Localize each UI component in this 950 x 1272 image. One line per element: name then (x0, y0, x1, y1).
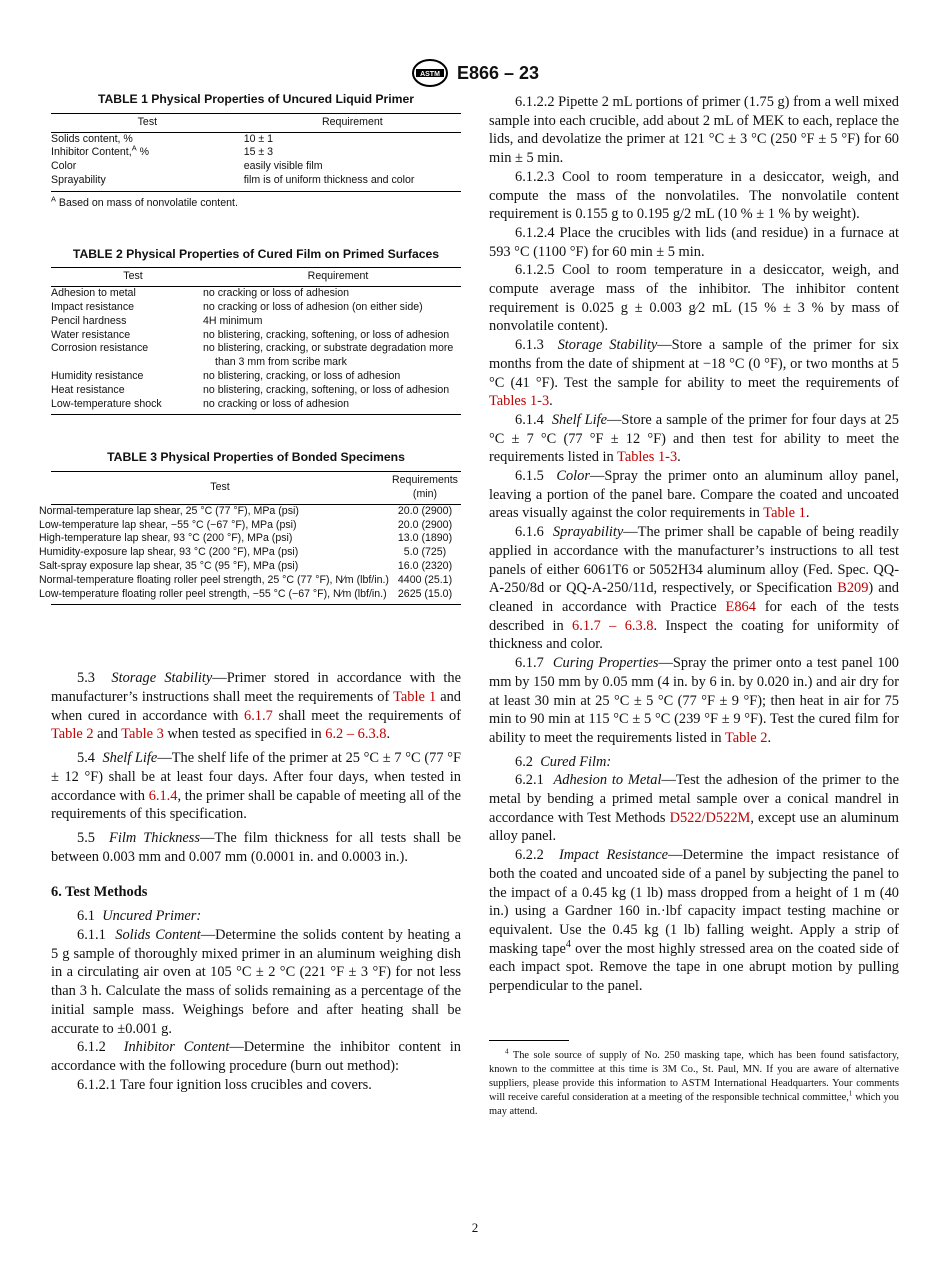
table-row (51, 560, 461, 574)
table-cell: 4400 (25.1) (397, 573, 453, 586)
table-cell: Normal-temperature floating roller peel strength, 25 °C (77 °F), N⁄m (lbf/in.) (39, 573, 389, 586)
table-row (51, 384, 461, 398)
table-cell: no blistering, cracking, softening, or loss of adhesion (203, 383, 450, 396)
table-cell: High-temperature lap shear, 93 °C (200 °F), MPa (psi) (39, 532, 293, 545)
table-cell: 16.0 (2320) (397, 559, 453, 572)
link-table-3[interactable]: Table 3 (121, 726, 164, 743)
table-1-footnote: $^A$ Based on mass of nonvolatile content. (51, 194, 238, 209)
footnote-ref: 4 (565, 938, 571, 950)
table-cell: no blistering, cracking, or substrate degradation more than 3 mm from scribe mark (203, 342, 454, 369)
section-6-1-2-2: 6.1.2.2 Pipette 2 mL portions of primer (1.75 g) from a well mixed sample into each crucible, add about 2 mL of MEK to each, replace the lids, and devolatize the primer at 121 °C ± 3 °C (250 °F ± 5 °F) for 60 min ± 5 min. (489, 94, 899, 167)
section-6-1-2: 6.1.2 Inhibitor Content—Determine the inhibitor content in accordance with the following procedure (burn out method): (51, 1039, 461, 1074)
table-cell: no blistering, cracking, or loss of adhesion (203, 369, 401, 382)
table-row (51, 174, 461, 191)
link-6-1-7-to-6-3-8[interactable]: 6.1.7 – 6.3.8 (572, 617, 654, 634)
page-header (0, 58, 950, 88)
table-cell: no cracking or loss of adhesion (215, 398, 461, 415)
logo-text: ASTM (420, 71, 440, 78)
right-column (489, 93, 899, 1119)
left-column (39, 92, 461, 1094)
section-6-1-5: 6.1.5 Color—Spray the primer onto an aluminum alloy panel, leaving a portion of the panel bare. Compare the coated and uncoated areas visually against the color requirements in Table 1. (489, 468, 899, 522)
section-6-1-2-4: 6.1.2.4 Place the crucibles with lids (and residue) in a furnace at 593 °C (1100 °F) for 60 min ± 5 min. (489, 224, 899, 260)
section-6-1-2-5: 6.1.2.5 Cool to room temperature in a desiccator, weigh, and compute average mass of the inhibitor. The inhibitor content requirement is 0.025 g ± 0.003 g⁄2 mL (15 % ± 3 % by mass of nonvolatile content). (489, 262, 899, 335)
table-row (51, 146, 461, 160)
table-row (51, 160, 461, 174)
link-e864[interactable]: E864 (725, 598, 756, 615)
table-row (51, 132, 461, 146)
table-cell: Salt-spray exposure lap shear, 35 °C (95 °F), MPa (psi) (39, 559, 299, 572)
table-cell: Low-temperature lap shear, −55 °C (−67 °F), MPa (psi) (39, 518, 297, 531)
section-5-4: 5.4 Shelf Life—The shelf life of the primer at 25 °C ± 7 °C (77 °F ± 12 °F) shall be at least four days. After four days, when tested in accordance with 6.1.4, the primer shall be capable of meeting all of the requirements of this specification. (51, 750, 461, 823)
table-1-header-requirement: Requirement (244, 113, 461, 132)
section-6-2: 6.2 Cured Film: (515, 753, 612, 770)
table-row (51, 588, 461, 605)
table-2 (51, 248, 461, 416)
section-5-5: 5.5 Film Thickness—The film thickness for all tests shall be between 0.003 mm and 0.007 mm (0.0001 in. and 0.0003 in.). (51, 829, 461, 865)
table-3 (39, 450, 461, 605)
table-2-header-test: Test (51, 268, 215, 287)
table-1-header-test: Test (51, 113, 244, 132)
table-1 (51, 93, 461, 211)
section-6-1-6: 6.1.6 Sprayability—The primer shall be capable of being readily applied in accordance with the manufacturer’s instructions to all test panels of either 6061T6 or 5052H34 aluminum alloy (Fed. Spec. QQ-A-250/8d or QQ-A-250/11d, respectively, or Specification B209) and cleaned in accordance with Practice E864 for each of the tests described in 6.1.7 – 6.3.8. Inspect the coating for uniformity of thickness and color. (489, 524, 900, 653)
table-row (51, 504, 461, 518)
table-row (51, 398, 461, 415)
table-cell: Impact resistance (51, 300, 135, 313)
link-tables-1-3[interactable]: Tables 1-3 (489, 393, 550, 410)
table-cell: 13.0 (1890) (397, 532, 453, 545)
table-2-header-requirement: Requirement (215, 268, 461, 287)
table-cell: no cracking or loss of adhesion (203, 287, 350, 300)
table-cell: 15 ± 3 (243, 146, 274, 159)
section-6-2-1: 6.2.1 Adhesion to Metal—Test the adhesion of the primer to the metal by bending a primed metal sample over a conical mandrel in accordance with Test Methods D522/D522M, except use an aluminum alloy panel. (489, 772, 900, 845)
table-cell: Low-temperature shock (51, 398, 215, 415)
link-b209[interactable]: B209 (837, 580, 869, 597)
table-cell: Inhibitor Content,$^A$ % (51, 143, 150, 159)
section-6-1: 6.1 Uncured Primer: (77, 908, 202, 925)
section-5-3: 5.3 Storage Stability—Primer stored in accordance with the manufacturer’s instructions shall meet the requirements of Table 1 and when cured in accordance with 6.1.7 shall meet the requirements of Table 2 and Table 3 when tested as specified in 6.2 – 6.3.8. (51, 670, 461, 743)
table-row (51, 546, 461, 560)
section-6-1-2-3: 6.1.2.3 Cool to room temperature in a desiccator, weigh, and compute the mass of the nonvolatiles. The nonvolatile content requirement is 0.155 g to 0.195 g/2 mL (10 % ± 1 % by weight). (489, 168, 899, 223)
table-3-header-requirements: Requirements (min) (389, 472, 461, 505)
table-cell: film is of uniform thickness and color (244, 174, 461, 191)
page-number: 2 (471, 1220, 479, 1235)
document-number: E866 – 23 (456, 62, 540, 83)
table-cell: Water resistance (51, 328, 131, 341)
link-table-1[interactable]: Table 1 (393, 689, 437, 706)
section-6-1-2-1: 6.1.2.1 Tare four ignition loss crucibles and covers. (77, 1076, 372, 1093)
table-cell: Humidity resistance (51, 369, 144, 382)
table-cell: 10 ± 1 (243, 132, 274, 145)
table-1-title: TABLE 1 Physical Properties of Uncured Liquid Primer (97, 92, 415, 106)
table-3-header-test: Test (51, 472, 389, 505)
table-cell: Color (51, 160, 77, 173)
table-3-title: TABLE 3 Physical Properties of Bonded Specimens (107, 450, 405, 465)
table-row (51, 574, 461, 588)
table-cell: 20.0 (2900) (397, 518, 453, 531)
table-row (51, 519, 461, 533)
table-row (51, 315, 461, 329)
section-6-heading: 6. Test Methods (51, 884, 148, 901)
footnote-divider (489, 1040, 569, 1041)
link-6-1-4[interactable]: 6.1.4 (148, 787, 178, 804)
table-row (51, 532, 461, 546)
table-cell: Normal-temperature lap shear, 25 °C (77 °F), MPa (psi) (39, 504, 299, 517)
link-6-1-7[interactable]: 6.1.7 (244, 707, 273, 724)
table-cell: Adhesion to metal (51, 287, 136, 300)
astm-logo-icon (411, 58, 449, 88)
table-cell: Corrosion resistance (51, 342, 149, 355)
table-2-title: TABLE 2 Physical Properties of Cured Film on Primed Surfaces (72, 246, 440, 261)
table-cell: 4H minimum (203, 314, 263, 327)
table-cell: Heat resistance (51, 383, 125, 396)
link-table-1[interactable]: Table 1 (763, 505, 806, 522)
link-tables-1-3[interactable]: Tables 1-3 (617, 449, 678, 466)
table-cell: no blistering, cracking, softening, or loss of adhesion (203, 328, 450, 341)
section-6-1-3: 6.1.3 Storage Stability—Store a sample of the primer for six months from the date of shipment at −18 °C (0 °F), or two months at 5 °C (41 °F). Test the sample for ability to meet the requirements of Tables 1-3. (489, 337, 899, 410)
link-6-2-to-6-3-8[interactable]: 6.2 – 6.3.8 (325, 726, 387, 743)
table-row (51, 370, 461, 384)
table-cell: Sprayability (51, 174, 244, 191)
section-6-2-2: 6.2.2 Impact Resistance—Determine the impact resistance of both the coated and uncoated side of a panel by subjecting the panel to the impact of a 0.45 kg (1 lb) mass dropped from a height of 1 m (40 in.) using a Gardner 160 in.·lbf capacity impact testing machine or equivalent. Use the 0.45 kg (1 lb) falling weight. Apply a strip of masking tape$^4$ over the most highly stressed area on the coated side of each impact spot. Remove the tape in one abrupt motion by pulling perpendicular to the panel. (489, 847, 899, 995)
section-6-1-7: 6.1.7 Curing Properties—Spray the primer onto a test panel 100 mm by 150 mm by 0.05 mm (4 in. by 6 in. by 0.020 in.) and air dry for at least 30 min at 25 °C ± 5 °C (77 °F ± 9 °F); then heat in air for 75 min to 90 min at 115 °C ± 5 °C (239 °F ± 9 °F). Test the cured film for ability to meet the requirements listed in Table 2. (489, 655, 899, 746)
section-6-1-1: 6.1.1 Solids Content—Determine the solids content by heating a 5 g sample of thoroughly mixed primer in an aluminum weighing dish in a circulating air oven at 105 °C ± 2 °C (221 °F ± 3 °F) for not less than 3 h. Calculate the mass of solids remaining as a percentage of the initial sample mass. Weighings before and after heating shall be accurate to ±0.001 g. (51, 927, 461, 1037)
table-cell: Humidity-exposure lap shear, 93 °C (200 °F), MPa (psi) (39, 546, 299, 559)
section-6-1-4: 6.1.4 Shelf Life—Store a sample of the primer for four days at 25 °C ± 7 °C (77 °F ± 12 °F) and then test for ability to meet the requirements listed in Tables 1-3. (489, 411, 899, 466)
table-cell: no cracking or loss of adhesion (on either side) (203, 300, 423, 313)
table-cell: 2625 (15.0) (389, 588, 461, 605)
link-table-2[interactable]: Table 2 (724, 729, 768, 746)
table-cell: 20.0 (2900) (397, 504, 453, 517)
table-row (51, 342, 461, 370)
link-table-2[interactable]: Table 2 (51, 726, 94, 743)
footnote-4: $^4$ The sole source of supply of No. 250 masking tape, which has been found satisfactory, known to the committee at this time is 3M Co., St. Paul, MN. If you are aware of alternative suppliers, please provide this information to ASTM International Headquarters. Your comments will receive careful consideration at a meeting of the responsible technical committee,$^1$ which you may attend. (489, 1047, 899, 1117)
link-d522[interactable]: D522/D522M (669, 809, 751, 826)
table-cell: Solids content, % (51, 132, 133, 145)
table-row (51, 287, 461, 301)
table-row (51, 329, 461, 343)
table-cell: Low-temperature floating roller peel strength, −55 °C (−67 °F), N⁄m (lbf/in.) (51, 588, 389, 605)
table-cell: 5.0 (725) (403, 546, 447, 559)
footnote-ref: A (131, 143, 137, 153)
table-cell: easily visible film (243, 160, 323, 173)
table-row (51, 301, 461, 315)
table-cell: Pencil hardness (51, 314, 127, 327)
